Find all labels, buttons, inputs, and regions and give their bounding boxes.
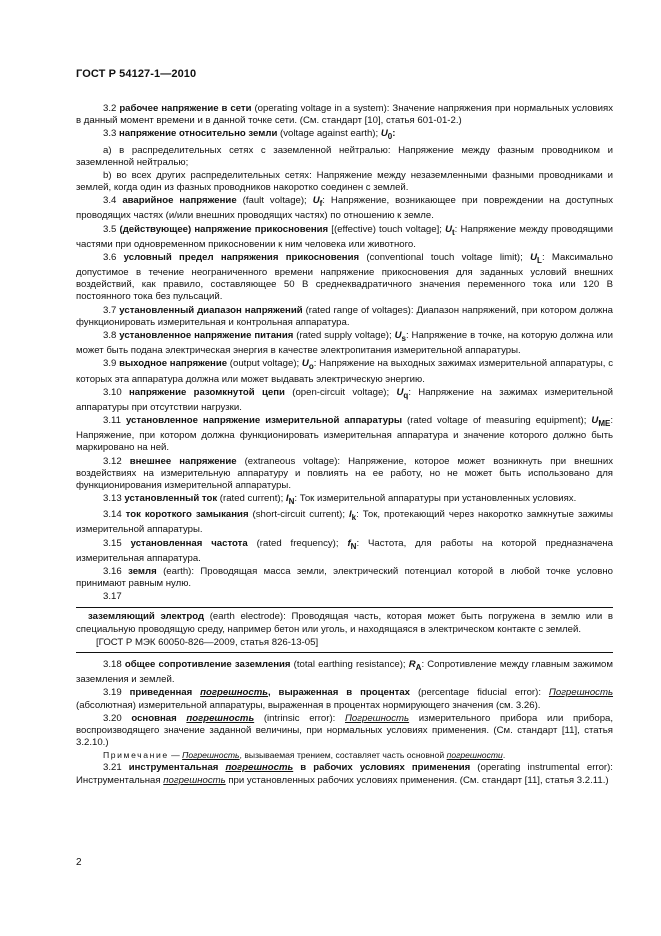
quoted-definition-box (76, 607, 613, 653)
clause-3-3: 3.3 напряжение относительно земли (voltage against earth); $U_0$: (103, 128, 396, 142)
clause-3-6: 3.6 условный предел напряжения прикосновения (conventional touch voltage limit); $U_L$: Максимально допустимое в течение неограниченного времени напряжение прикосновения для заданных условий внешних воздействий, как правило, составляющее 50 В среднеквадратичного значения переменного тока или 120 В постоянного тока без пульсаций. (76, 251, 613, 303)
clause-3-10: 3.10 напряжение разомкнутой цепи (open-circuit voltage); $U_q$: Напряжение на зажимах измерительной аппаратуры при отсутствии нагрузки. (76, 386, 614, 413)
clause-3-7: 3.7 установленный диапазон напряжений (rated range of voltages): Диапазон напряжений, при котором должна функционировать измерительная и контрольная аппаратура. (76, 304, 613, 328)
clause-3-15: 3.15 установленная частота (rated frequency); $f_N$: Частота, для работы на которой предназначена измерительная аппаратура. (76, 537, 613, 564)
clause-3-16: 3.16 земля (earth): Проводящая масса земли, электрический потенциал которой в любой точке условно принимают равным нулю. (76, 565, 613, 590)
clause-3-21: 3.21 инструментальная погрешность в рабочих условиях применения (operating instrumental error): Инструментальная погрешность при установленных рабочих условиях применения. (См. стандарт [11], статья 3.2.11.) (76, 762, 613, 786)
clause-3-3-a: a) в распределительных сетях с заземленной нейтралью: Напряжение между фазным проводником и заземленной нейтралью; (76, 144, 613, 168)
clause-3-8: 3.8 установленное напряжение питания (rated supply voltage); $U_s$: Напряжение в точке, на которую должна или может быть подана электрическая энергия в качестве электропитания измерительной аппаратуры. (76, 330, 613, 357)
clause-3-17-reference: [ГОСТ Р МЭК 60050-826—2009, статья 826-13-05] (96, 636, 319, 648)
note: Примечание — Погрешность, вызываемая трением, составляет часть основной погрешности. (103, 750, 506, 761)
clause-3-9: 3.9 выходное напряжение (output voltage); $U_o$: Напряжение на выходных зажимах измерительной аппаратуры, с которых эта аппаратура должна или может выдавать электрическую энергию. (76, 358, 613, 385)
clause-3-11: 3.11 установленное напряжение измерительной аппаратуры (rated voltage of measuring equipment); $U_{ME}$: Напряжение, при котором должна функционировать измерительная аппаратура и значение которого должно быть маркировано на ней. (76, 415, 613, 454)
standard-header: ГОСТ Р 54127-1—2010 (76, 68, 197, 80)
page-number: 2 (76, 857, 82, 868)
clause-3-12: 3.12 внешнее напряжение (extraneous voltage): Напряжение, которое может возникнуть при внешних воздействиях на измерительную аппаратуру и повлиять на ее работу, но не может быть использовано для функционирования измерительной аппаратуры. (76, 455, 614, 491)
document-body (76, 103, 613, 788)
clause-3-4: 3.4 аварийное напряжение (fault voltage); $U_f$: Напряжение, возникающее при повреждении на доступных проводящих частях (и/или внешних проводящих частях) по отношению к земле. (76, 195, 613, 222)
clause-3-2: 3.2 рабочее напряжение в сети (operating voltage in a system): Значение напряжения при нормальных условиях в данный момент времени и в данной точке сети. (См. стандарт [10], статья 601-01-2.) (76, 103, 613, 127)
clause-3-13: 3.13 установленный ток (rated current); $I_N$: Ток измерительной аппаратуры при установленных условиях. (103, 493, 577, 507)
clause-3-14: 3.14 ток короткого замыкания (short-circuit current); $I_k$: Ток, протекающий через накоротко замкнутые зажимы измерительной аппаратуры. (76, 509, 613, 536)
clause-3-5: 3.5 (действующее) напряжение прикосновения [(effective) touch voltage]; $U_t$: Напряжение между проводящими частями при одновременном прикосновении к ним человека или животного. (76, 223, 614, 250)
clause-3-20: 3.20 основная погрешность (intrinsic error): Погрешность измерительного прибора или прибора, воспроизводящего значение заданной величины, при нормальных условиях применения. (См. стандарт [11], статья 3.2.10.) (76, 712, 614, 749)
clause-3-18: 3.18 общее сопротивление заземления (total earthing resistance); $R_A$: Сопротивление между главным зажимом заземления и землей. (76, 659, 613, 686)
clause-3-17-number: 3.17 (103, 591, 122, 603)
clause-3-17: заземляющий электрод (earth electrode): Проводящая часть, которая может быть погружена в землю или в специальную проводящую среду, например бетон или уголь, и находящаяся в электрическом контакте с землей. (76, 611, 614, 635)
clause-3-3-b: b) во всех других распределительных сетях: Напряжение между незаземленными фазными проводниками и землей, когда один из фазных проводников накоротко соединен с землей. (76, 169, 613, 194)
clause-3-19: 3.19 приведенная погрешность, выраженная в процентах (percentage fiducial error): Погрешность (абсолютная) измерительной аппаратуры, выраженная в процентах нормирующего значения (см. 3.26). (76, 687, 614, 711)
